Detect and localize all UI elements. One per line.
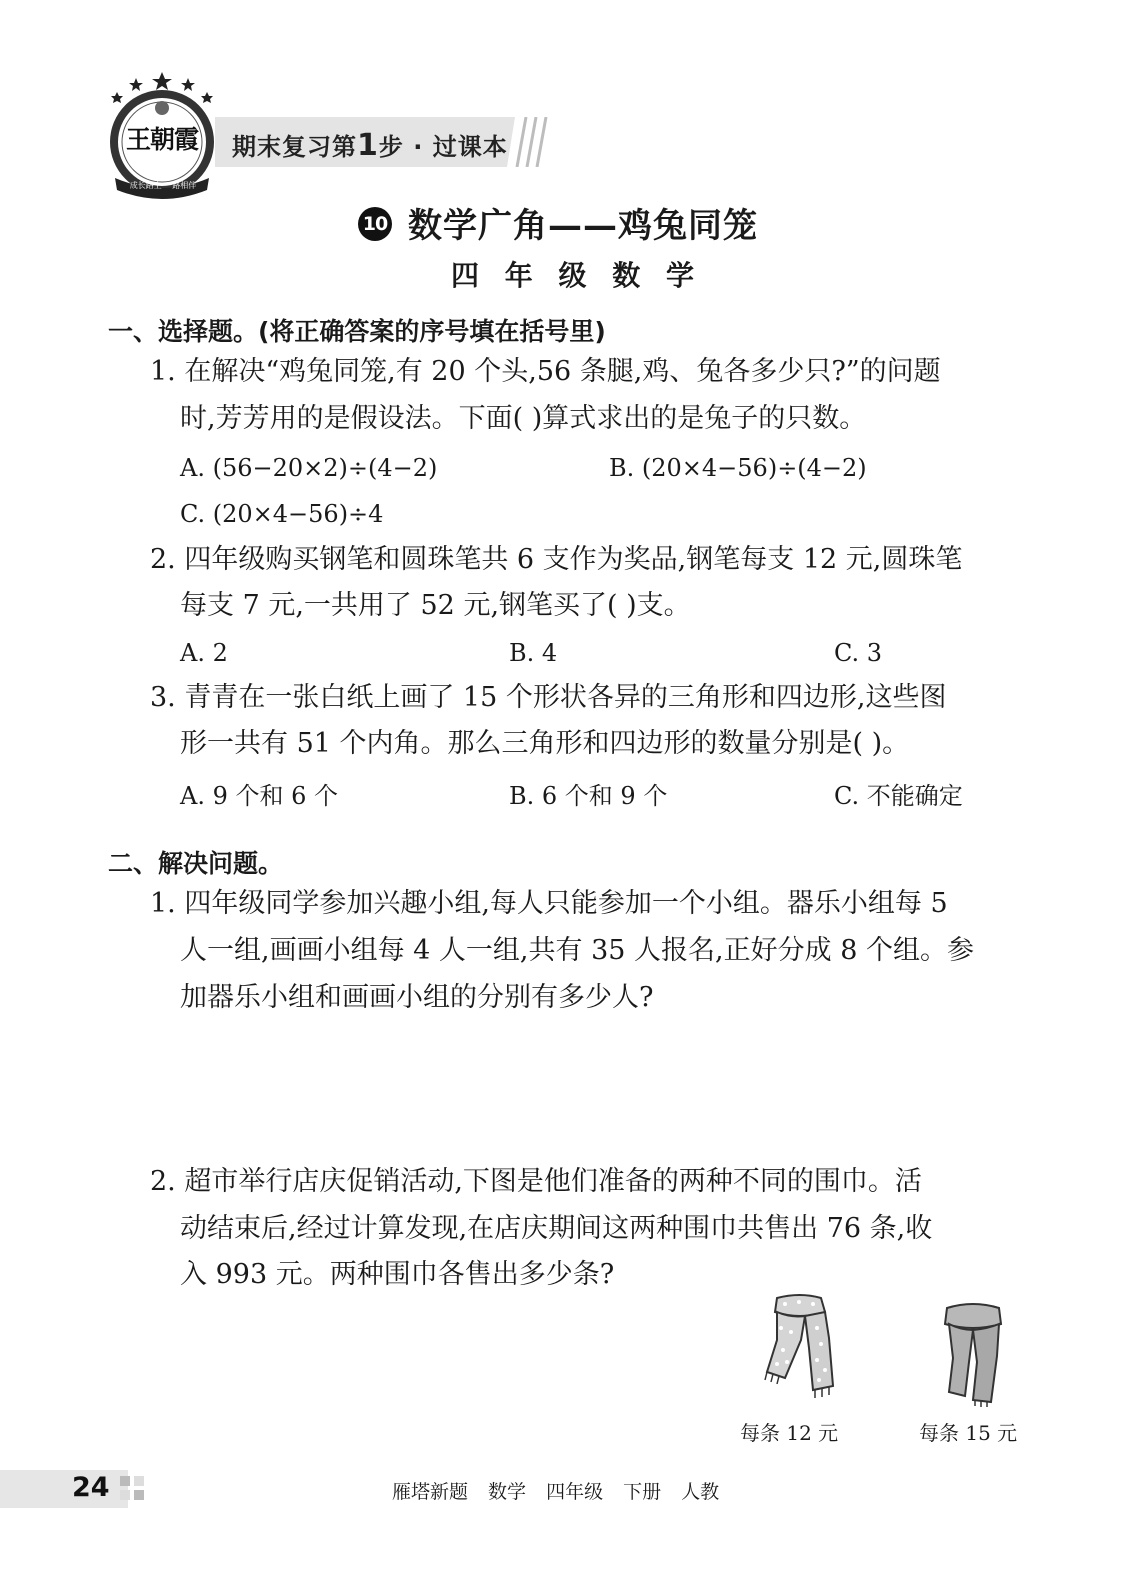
page-number: 24: [72, 1472, 110, 1503]
dotted-scarf-icon: [755, 1292, 845, 1402]
step-prefix: 期末复习第: [232, 133, 357, 161]
option-a: A. 9 个和 6 个: [180, 782, 339, 810]
problem-text-line: 加器乐小组和画画小组的分别有多少人?: [180, 982, 654, 1013]
problem-text-line: 入 993 元。两种围巾各售出多少条?: [180, 1259, 615, 1290]
step-number: 1: [357, 128, 379, 163]
problem-text-line: 动结束后,经过计算发现,在店庆期间这两种围巾共售出 76 条,收: [180, 1213, 933, 1244]
brand-slogan: 成长路上 一路相伴: [129, 181, 197, 190]
option-b: B. (20×4−56)÷(4−2): [609, 454, 867, 482]
footer-decoration: [118, 1474, 152, 1504]
option-a: A. 2: [180, 639, 228, 667]
option-b: B. 6 个和 9 个: [509, 782, 668, 810]
option-c: C. (20×4−56)÷4: [180, 500, 384, 528]
option-b: B. 4: [509, 639, 558, 667]
question-text-line: 形一共有 51 个内角。那么三角形和四边形的数量分别是( )。: [180, 728, 910, 759]
brand-name: 王朝霞: [125, 125, 198, 154]
question-text-line: 每支 7 元,一共用了 52 元,钢笔买了( )支。: [180, 590, 691, 621]
page-subtitle: 四 年 级 数 学: [451, 259, 702, 292]
step-label: [232, 127, 508, 163]
question-text-line: 时,芳芳用的是假设法。下面( )算式求出的是兔子的只数。: [180, 403, 867, 434]
scarf-price-label: 每条 12 元: [740, 1421, 839, 1445]
section-heading-choice: 一、选择题。(将正确答案的序号填在括号里): [108, 317, 606, 346]
book-info: 雁塔新题 数学 四年级 下册 人教: [392, 1481, 720, 1503]
chapter-title: 数学广角——鸡兔同笼: [408, 206, 758, 246]
question-text-line: 3. 青青在一张白纸上画了 15 个形状各异的三角形和四边形,这些图: [150, 682, 947, 713]
section-heading-problems: 二、解决问题。: [108, 849, 284, 878]
problem-text-line: 人一组,画画小组每 4 人一组,共有 35 人报名,正好分成 8 个组。参: [180, 935, 974, 966]
plain-scarf-icon: [935, 1302, 1010, 1407]
chapter-number-badge: 10: [358, 207, 392, 241]
option-a: A. (56−20×2)÷(4−2): [180, 454, 438, 482]
question-text-line: 1. 在解决“鸡兔同笼,有 20 个头,56 条腿,鸡、兔各多少只?”的问题: [150, 356, 941, 387]
problem-text-line: 1. 四年级同学参加兴趣小组,每人只能参加一个小组。器乐小组每 5: [150, 888, 948, 919]
scarf-price-label: 每条 15 元: [919, 1421, 1018, 1445]
step-suffix: 步 · 过课本: [378, 133, 508, 161]
option-c: C. 3: [834, 639, 883, 667]
problem-text-line: 2. 超市举行店庆促销活动,下图是他们准备的两种不同的围巾。活: [150, 1166, 922, 1197]
option-c: C. 不能确定: [834, 782, 963, 810]
question-text-line: 2. 四年级购买钢笔和圆珠笔共 6 支作为奖品,钢笔每支 12 元,圆珠笔: [150, 544, 963, 575]
brand-badge-logo: [103, 70, 221, 200]
